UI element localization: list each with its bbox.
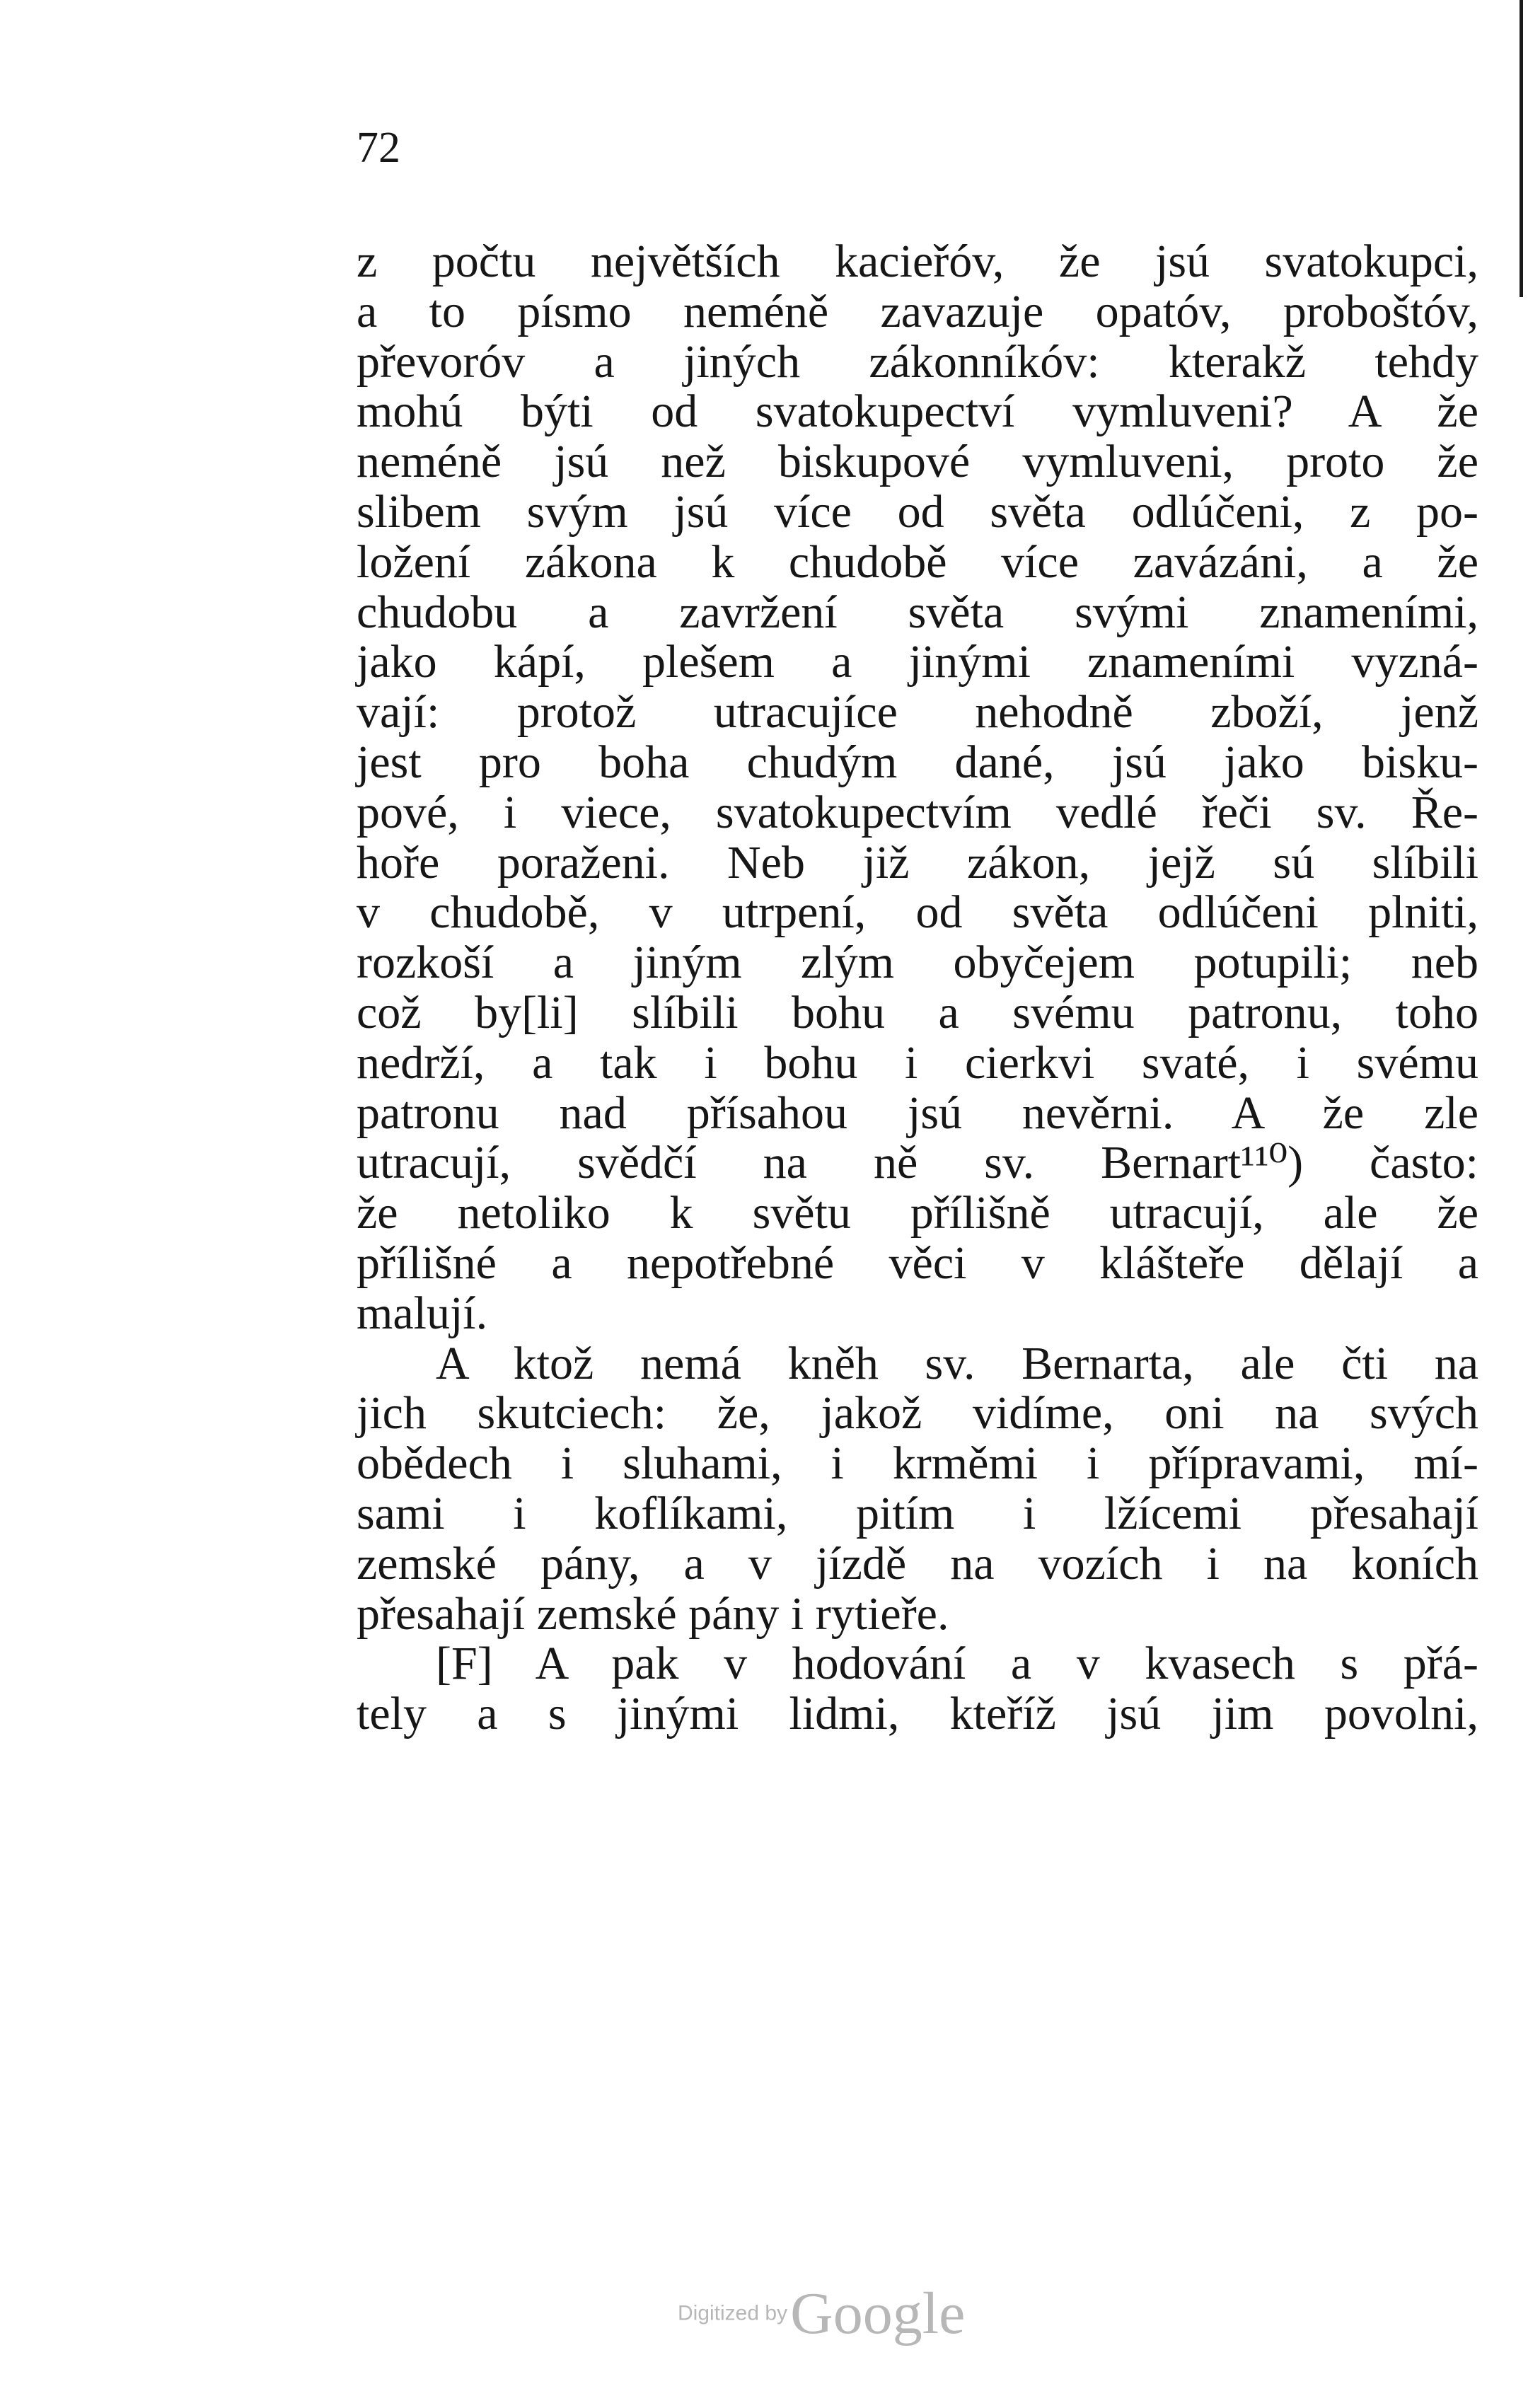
text-line: mohú býti od svatokupectví vymluveni? A že [357,386,1478,438]
text-line: tely a s jinými lidmi, kteříž jsú jim povolni, [357,1688,1478,1740]
text-line: přílišné a nepotřebné věci v klášteře dělají a [357,1237,1478,1289]
text-line: A ktož nemá kněh sv. Bernarta, ale čti na [436,1337,1478,1389]
text-line: patronu nad přísahou jsú nevěrni. A že zle [357,1087,1478,1139]
text-line: chudobu a zavržení světa svými znameními, [357,586,1478,638]
text-line: zemské pány, a v jízdě na vozích i na koních [357,1537,1478,1590]
text-line: hoře poraženi. Neb již zákon, jejž sú slíbili [357,836,1478,888]
text-line: obědech i sluhami, i krměmi i přípravami, mí- [357,1437,1478,1490]
text-line: což by[li] slíbili bohu a svému patronu, toho [357,986,1478,1038]
text-line: sami i koflíkami, pitím i lžícemi přesahají [357,1487,1478,1539]
page-number: 72 [357,124,400,172]
watermark-brand: Google [790,2281,966,2346]
text-line: nedrží, a tak i bohu i cierkvi svaté, i svému [357,1036,1478,1089]
text-line: převoróv a jiných zákonníkóv: kterakž tehdy [357,335,1478,388]
text-line: ložení zákona k chudobě více zavázáni, a že [357,536,1478,588]
text-line: přesahají zemské pány i rytieře. [357,1587,949,1640]
text-line: jich skutciech: že, jakož vidíme, oni na svých [357,1387,1478,1440]
digitized-watermark [678,2279,965,2348]
text-line: v chudobě, v utrpení, od světa odlúčeni plniti, [357,886,1478,939]
body-text [357,237,1478,1740]
text-line: vají: protož utracujíce nehodně zboží, jenž [357,686,1478,739]
text-line: malují. [357,1287,488,1339]
text-line: že netoliko k světu přílišně utracují, ale že [357,1187,1478,1239]
text-line: utracují, svědčí na ně sv. Bernart¹¹⁰) často: [357,1137,1478,1189]
text-line: jest pro boha chudým dané, jsú jako bisku- [357,736,1478,788]
text-line: slibem svým jsú více od světa odlúčeni, z po- [357,485,1478,538]
text-line: a to písmo neméně zavazuje opatóv, proboštóv, [357,285,1478,337]
text-line: neméně jsú než biskupové vymluveni, proto že [357,436,1478,488]
scan-edge-line [1520,0,1523,297]
text-line: pové, i viece, svatokupectvím vedlé řeči sv. Ře- [357,786,1478,838]
text-line: [F] A pak v hodování a v kvasech s přá- [436,1638,1478,1690]
watermark-prefix: Digitized by [678,2301,788,2325]
text-line: z počtu největších kacieřóv, že jsú svatokupci, [357,236,1478,287]
text-line: rozkoší a jiným zlým obyčejem potupili; neb [357,937,1478,989]
text-line: jako kápí, plešem a jinými znameními vyzná- [357,636,1478,688]
